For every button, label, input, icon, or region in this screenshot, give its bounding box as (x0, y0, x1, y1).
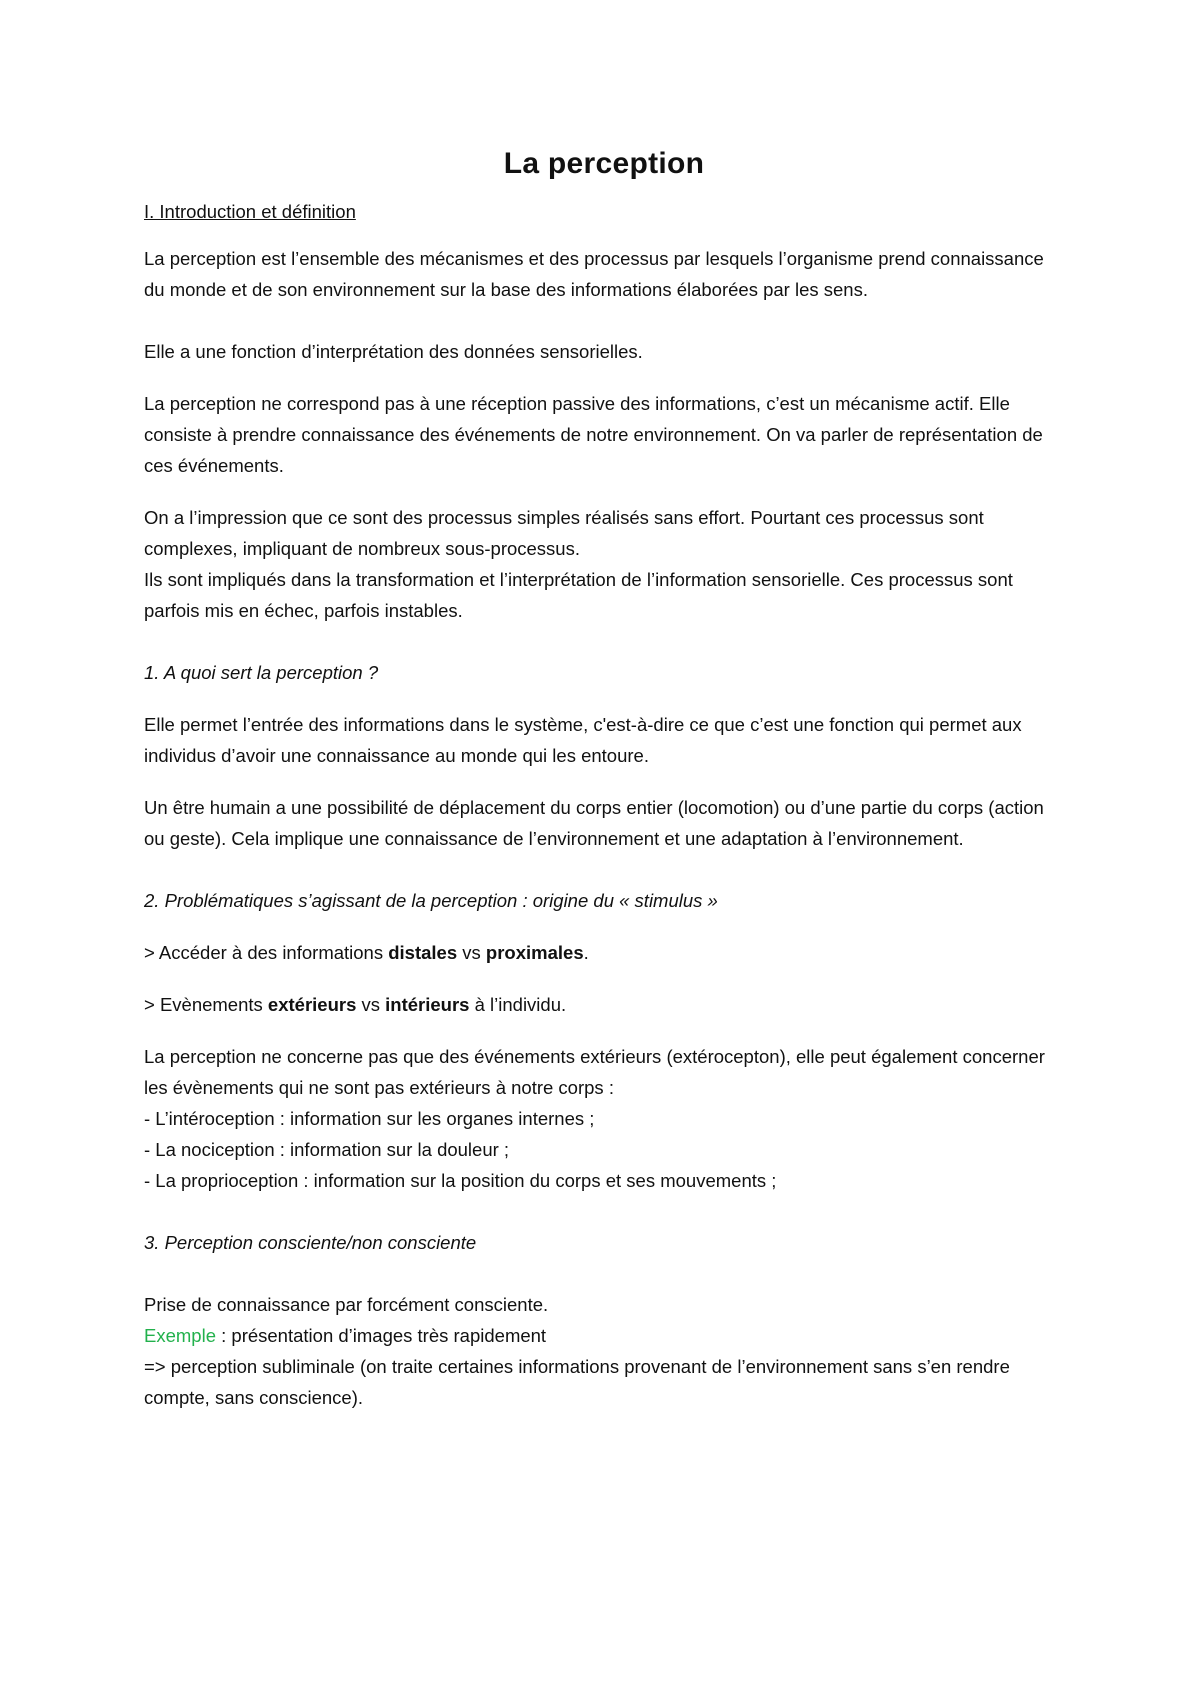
text-fragment: . (583, 942, 589, 963)
list-item: - La nociception : information sur la douleur ; (144, 1139, 510, 1160)
section-heading-consciousness: 3. Perception consciente/non consciente (144, 1232, 477, 1253)
paragraph-complex-processes-part1: On a l’impression que ce sont des processus simples réalisés sans effort. Pourtant ces processus sont complexes, impliquant de nombreux sous-processus. (144, 507, 984, 559)
document-title: La perception (503, 147, 705, 180)
example-line (144, 1320, 1064, 1351)
bold-exterieurs: extérieurs (267, 994, 357, 1015)
paragraph-purpose: Elle permet l’entrée des informations dans le système, c'est-à-dire ce que c’est une fonction qui permet aux individus d’avoir une connaissance au monde qui les entoure. (144, 714, 1022, 766)
paragraph-subliminal: => perception subliminale (on traite certaines informations provenant de l’environnement sans s’en rendre compte, sans conscience). (144, 1356, 1010, 1408)
paragraph-active-mechanism: La perception ne correspond pas à une réception passive des informations, c’est un mécanisme actif. Elle consiste à prendre connaissance des événements de notre environnement. On va parler de représentation de ces événements. (144, 393, 1043, 476)
paragraph-complex-processes-part2: Ils sont impliqués dans la transformation et l’interprétation de l’information sensorielle. Ces processus sont parfois mis en échec, parfois instables. (144, 569, 1013, 621)
list-item-exterior-interior (144, 989, 1064, 1020)
paragraph-interoception (144, 1041, 1064, 1196)
section-heading-purpose: 1. A quoi sert la perception ? (144, 662, 379, 683)
paragraph-consciousness-intro: Prise de connaissance par forcément consciente. (144, 1294, 549, 1315)
text-fragment: > Evènements (144, 994, 268, 1015)
list-item: - La proprioception : information sur la position du corps et ses mouvements ; (144, 1170, 777, 1191)
paragraph-function: Elle a une fonction d’interprétation des données sensorielles. (144, 341, 643, 362)
section-heading-introduction: I. Introduction et définition (144, 201, 356, 222)
example-text: : présentation d’images très rapidement (215, 1325, 547, 1346)
example-label: Exemple (144, 1325, 216, 1346)
bold-proximales: proximales (485, 942, 584, 963)
document-body (144, 144, 1064, 1434)
paragraph-complex-processes (144, 502, 1064, 626)
text-fragment: vs (457, 942, 486, 963)
bold-distales: distales (388, 942, 458, 963)
paragraph-locomotion: Un être humain a une possibilité de déplacement du corps entier (locomotion) ou d’une partie du corps (action ou geste). Cela implique une connaissance de l’environnement et une adaptation à l’environnement. (144, 797, 1044, 849)
text-fragment: à l’individu. (469, 994, 567, 1015)
paragraph-interoception-intro: La perception ne concerne pas que des événements extérieurs (extérocepton), elle peut également concerner les évènements qui ne sont pas extérieurs à notre corps : (144, 1046, 1045, 1098)
list-item: - L’intéroception : information sur les organes internes ; (144, 1108, 595, 1129)
text-fragment: vs (356, 994, 386, 1015)
text-fragment: > Accéder à des informations (144, 942, 389, 963)
paragraph-definition: La perception est l’ensemble des mécanismes et des processus par lesquels l’organisme prend connaissance du monde et de son environnement sur la base des informations élaborées par les sens. (144, 248, 1044, 300)
bold-interieurs: intérieurs (385, 994, 470, 1015)
paragraph-consciousness (144, 1289, 1064, 1413)
list-item-distal-proximal (144, 937, 1064, 968)
section-heading-problematics: 2. Problématiques s’agissant de la perception : origine du « stimulus » (144, 890, 718, 911)
